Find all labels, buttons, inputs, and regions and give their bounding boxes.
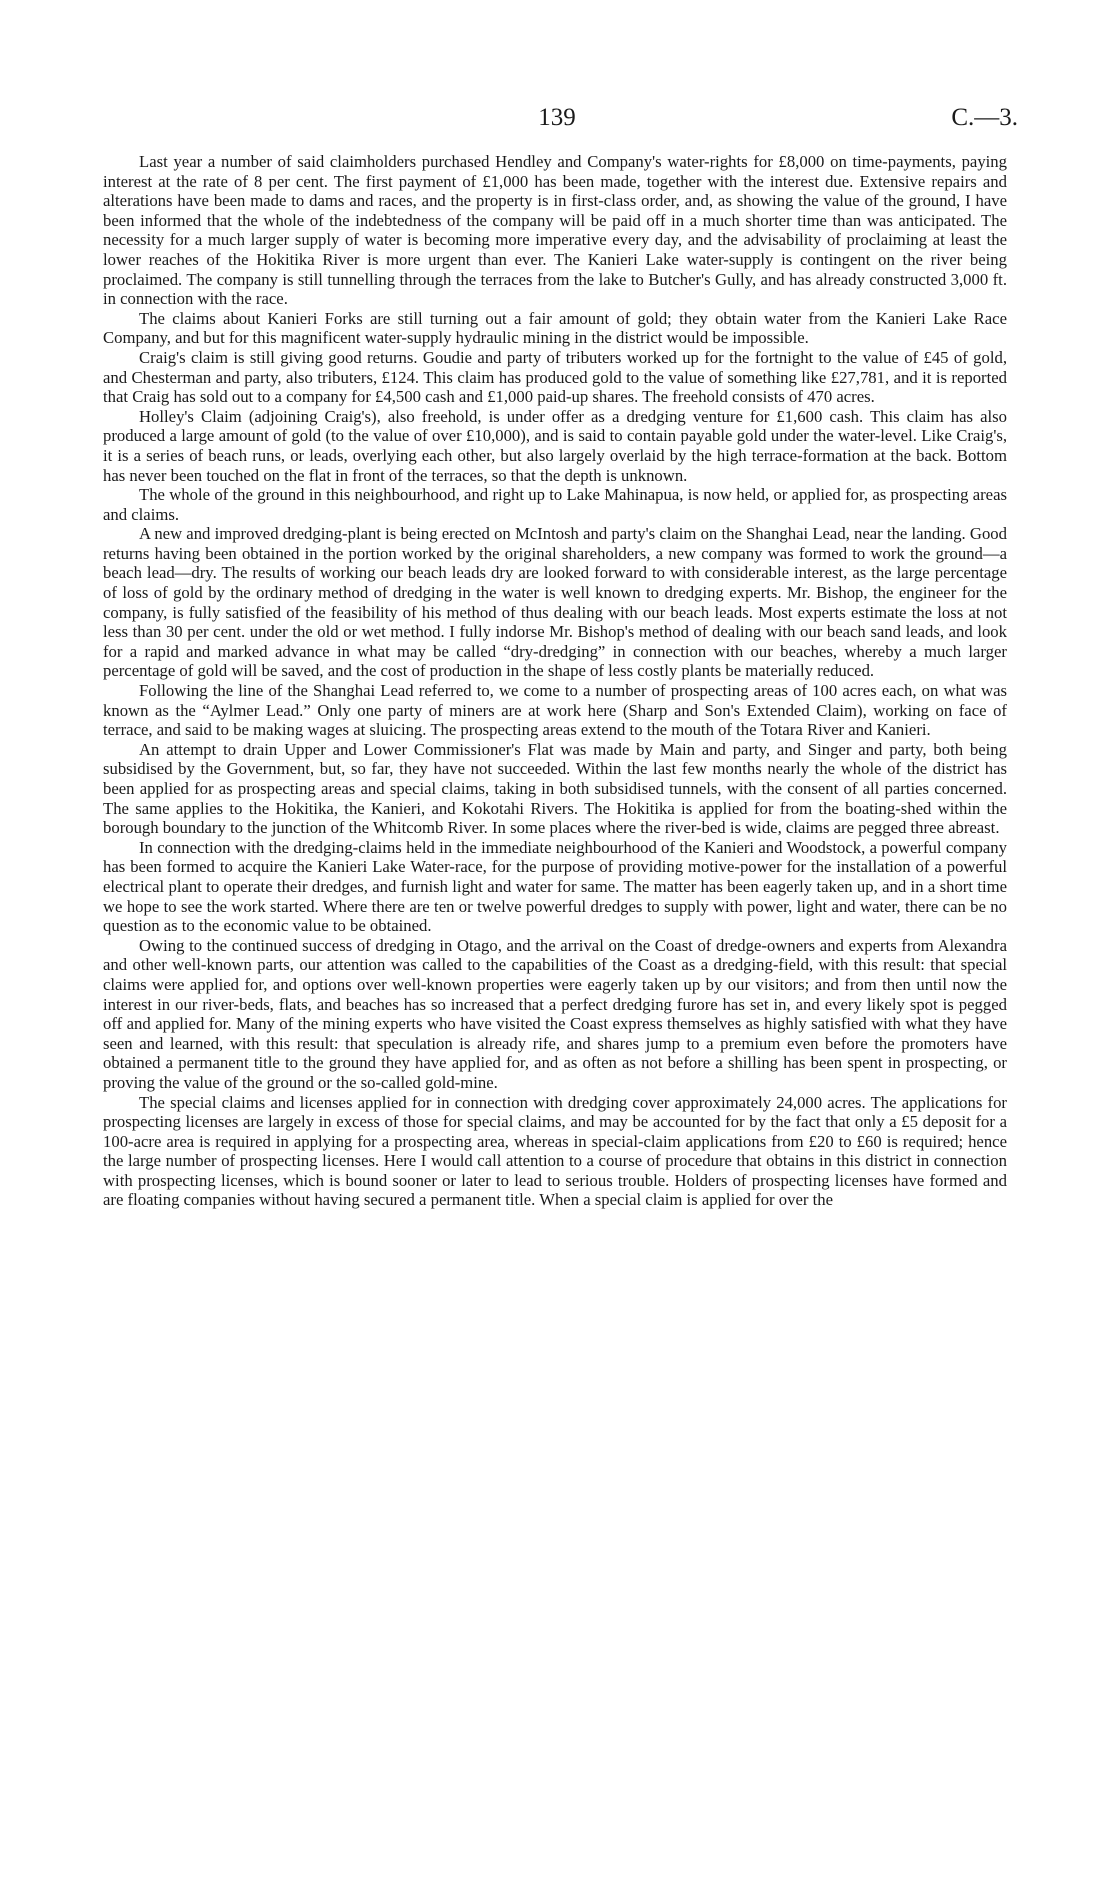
paper-code: C.—3. <box>951 104 1018 131</box>
paragraph-kanieri-forks: The claims about Kanieri Forks are still turning out a fair amount of gold; they obtain water from the Kanieri Lake Race Company, and but for this magnificent water-supply hydraulic mining in the district would be impossible. <box>103 308 1007 348</box>
paragraph-holleys-claim: Holley's Claim (adjoining Craig's), also freehold, is under offer as a dredging venture for £1,600 cash. This claim has also produced a large amount of gold (to the value of over £10,000), and is said to contain payable gold under the water-level. Like Craig's, it is a series of beach runs, or leads, overlying each other, but also largely overlaid by the high terrace-formation at the back. Bottom has never been touched on the flat in front of the terraces, so that the depth is unknown. <box>103 406 1007 485</box>
paragraph-commissioners-flat: An attempt to drain Upper and Lower Commissioner's Flat was made by Main and party, and Singer and party, both being subsidised by the Government, but, so far, they have not succeeded. Within the last few months nearly the whole of the district has been applied for as prospecting areas and special claims, taking in both subsidised tunnels, with the consent of all parties concerned. The same applies to the Hokitika, the Kanieri, and Kokotahi Rivers. The Hokitika is applied for from the boating-shed within the borough boundary to the junction of the Whitcomb River. In some places where the river-bed is wide, claims are pegged three abreast. <box>103 739 1007 838</box>
paragraph-prospecting-licenses: The special claims and licenses applied for in connection with dredging cover approximately 24,000 acres. The applications for prospecting licenses are largely in excess of those for special claims, and may be accounted for by the fact that only a £5 deposit for a 100-acre area is required in applying for a prospecting area, whereas in special-claim applications from £20 to £60 is required; hence the large number of prospecting licenses. Here I would call attention to a course of procedure that obtains in this district in connection with prospecting licenses, which is bound sooner or later to lead to serious trouble. Holders of prospecting licenses have formed and are floating companies without having secured a permanent title. When a special claim is applied for over the <box>103 1092 1007 1210</box>
paragraph-dredging-plant: A new and improved dredging-plant is being erected on McIntosh and party's claim on the Shanghai Lead, near the landing. Good returns having been obtained in the portion worked by the original shareholders, a new company was formed to work the ground—a beach lead—dry. The results of working our beach leads dry are looked forward to with considerable interest, as the large percentage of loss of gold by the ordinary method of dredging in the water is well known to dredging experts. Mr. Bishop, the engineer for the company, is fully satisfied of the feasibility of his method of thus dealing with our beach leads. Most experts estimate the loss at not less than 30 per cent. under the old or wet method. I fully indorse Mr. Bishop's method of dealing with our beach sand leads, and look for a rapid and marked advance in what may be called “dry-dredging” in connection with our beaches, whereby a much larger percentage of gold will be saved, and the cost of production in the shape of less costly plants be materially reduced. <box>103 524 1007 681</box>
page-number: 139 <box>538 104 576 131</box>
page-header <box>0 98 1114 138</box>
paragraph-lake-mahinapua: The whole of the ground in this neighbourhood, and right up to Lake Mahinapua, is now held, or applied for, as prospecting areas and claims. <box>103 485 1007 524</box>
paragraph-aylmer-lead: Following the line of the Shanghai Lead referred to, we come to a number of prospecting areas of 100 acres each, on what was known as the “Aylmer Lead.” Only one party of miners are at work here (Sharp and Son's Extended Claim), working on face of terrace, and said to be making wages at sluicing. The prospecting areas extend to the mouth of the Totara River and Kanieri. <box>103 681 1007 740</box>
paragraph-craigs-claim: Craig's claim is still giving good returns. Goudie and party of tributers worked up for the fortnight to the value of £45 of gold, and Chesterman and party, also tributers, £124. This claim has produced gold to the value of something like £27,781, and it is reported that Craig has sold out to a company for £4,500 cash and £1,000 paid-up shares. The freehold consists of 470 acres. <box>103 347 1007 407</box>
paragraph-water-rights: Last year a number of said claimholders purchased Hendley and Company's water-rights for £8,000 on time-payments, paying interest at the rate of 8 per cent. The first payment of £1,000 has been made, together with the interest due. Extensive repairs and alterations have been made to dams and races, and the property is in first-class order, and, as showing the value of the ground, I have been informed that the whole of the indebtedness of the company will be paid off in a much shorter time than was anticipated. The necessity for a much larger supply of water is becoming more imperative every day, and the advisability of proclaiming at least the lower reaches of the Hokitika River is more urgent than ever. The Kanieri Lake water-supply is contingent on the river being proclaimed. The company is still tunnelling through the terraces from the lake to Butcher's Gully, and has already constructed 3,000 ft. in connection with the race. <box>103 152 1007 309</box>
body-text <box>103 152 1007 1210</box>
paragraph-electrical-plant: In connection with the dredging-claims held in the immediate neighbourhood of the Kanieri and Woodstock, a powerful company has been formed to acquire the Kanieri Lake Water-race, for the purpose of providing motive-power for the installation of a powerful electrical plant to operate their dredges, and furnish light and water for same. The matter has been eagerly taken up, and in a short time we hope to see the work started. Where there are ten or twelve powerful dredges to supply with power, light and water, there can be no question as to the economic value to be obtained. <box>103 837 1007 936</box>
paragraph-dredging-furore: Owing to the continued success of dredging in Otago, and the arrival on the Coast of dredge-owners and experts from Alexandra and other well-known parts, our attention was called to the capabilities of the Coast as a dredging-field, with this result: that special claims were applied for, and options over well-known properties were eagerly taken up by our visitors; and from then until now the interest in our river-beds, flats, and beaches has so increased that a perfect dredging furore has set in, and every likely spot is pegged off and applied for. Many of the mining experts who have visited the Coast express themselves as highly satisfied with what they have seen and learned, with this result: that speculation is already rife, and shares jump to a premium even before the promoters have obtained a permanent title to the ground they have applied for, and as often as not before a shilling has been spent in prospecting, or proving the value of the ground or the so-called gold-mine. <box>103 935 1007 1092</box>
